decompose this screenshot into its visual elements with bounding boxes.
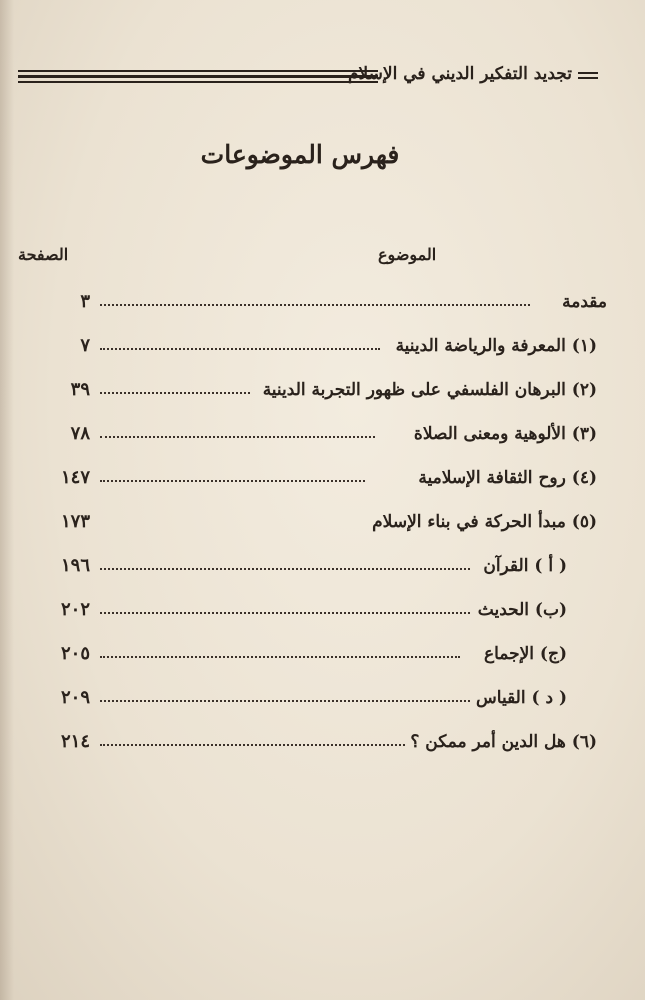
toc-entry-page: ٣٩ bbox=[70, 379, 90, 400]
toc-entry-page: ٣ bbox=[80, 291, 90, 312]
toc-entry-title: (٢) البرهان الفلسفي على ظهور التجربة الدينية bbox=[262, 380, 597, 400]
toc-entry-page: ١٩٦ bbox=[60, 555, 90, 576]
toc-entry-page: ٢٠٥ bbox=[60, 643, 90, 664]
page-gutter-shadow bbox=[0, 0, 14, 1000]
toc-entry-title: (٥) مبدأ الحركة في بناء الإسلام bbox=[372, 512, 597, 532]
toc-entry-page: ٧٨ bbox=[70, 423, 90, 444]
column-header-topic: الموضوع bbox=[378, 245, 437, 264]
toc-entry bbox=[0, 636, 645, 666]
toc-entry-page: ١٤٧ bbox=[60, 467, 90, 488]
toc-entry bbox=[0, 680, 645, 710]
header-ornament bbox=[578, 72, 598, 82]
toc-entry bbox=[0, 592, 645, 622]
toc-entry-title: (ب) الحديث bbox=[477, 600, 567, 620]
toc-entry bbox=[0, 416, 645, 446]
leader-dots bbox=[100, 348, 380, 350]
toc-entry-title: (٦) هل الدين أمر ممكن ؟ bbox=[410, 732, 597, 752]
toc-entry-title: (٤) روح الثقافة الإسلامية bbox=[418, 468, 597, 488]
toc-entry bbox=[0, 328, 645, 358]
running-header bbox=[18, 62, 598, 92]
column-header-page: الصفحة bbox=[18, 245, 69, 264]
leader-dots bbox=[100, 656, 460, 658]
toc-entry-page: ٢٠٩ bbox=[60, 687, 90, 708]
toc-entry bbox=[0, 284, 645, 314]
leader-dots bbox=[100, 392, 250, 394]
toc-entry-page: ٢١٤ bbox=[60, 731, 90, 752]
toc-entry-title: مقدمة bbox=[562, 292, 607, 312]
toc-entry bbox=[0, 724, 645, 754]
header-rule-lines bbox=[18, 70, 378, 84]
toc-entry-title: (٣) الألوهية ومعنى الصلاة bbox=[413, 424, 597, 444]
leader-dots bbox=[100, 744, 405, 746]
leader-dots bbox=[100, 612, 470, 614]
toc-entry-page: ١٧٣ bbox=[60, 511, 90, 532]
toc-entry bbox=[0, 504, 645, 534]
toc-entry-title: (١) المعرفة والرياضة الدينية bbox=[395, 336, 597, 356]
leader-dots bbox=[100, 304, 530, 306]
toc-entry-title: (ج) الإجماع bbox=[483, 644, 567, 664]
toc-entry-page: ٢٠٢ bbox=[60, 599, 90, 620]
page-title: فهرس الموضوعات bbox=[200, 140, 400, 169]
toc-entry-title: ( د ) القياس bbox=[476, 688, 567, 708]
leader-dots bbox=[100, 436, 375, 438]
toc-entry bbox=[0, 548, 645, 578]
leader-dots bbox=[100, 568, 470, 570]
toc-entry-page: ٧ bbox=[80, 335, 90, 356]
toc-entry-title: ( أ ) القرآن bbox=[483, 556, 567, 576]
running-header-title: تجديد التفكير الديني في الإسلام bbox=[348, 64, 572, 84]
leader-dots bbox=[100, 700, 470, 702]
leader-dots bbox=[100, 480, 365, 482]
toc-entry bbox=[0, 372, 645, 402]
toc-entry bbox=[0, 460, 645, 490]
